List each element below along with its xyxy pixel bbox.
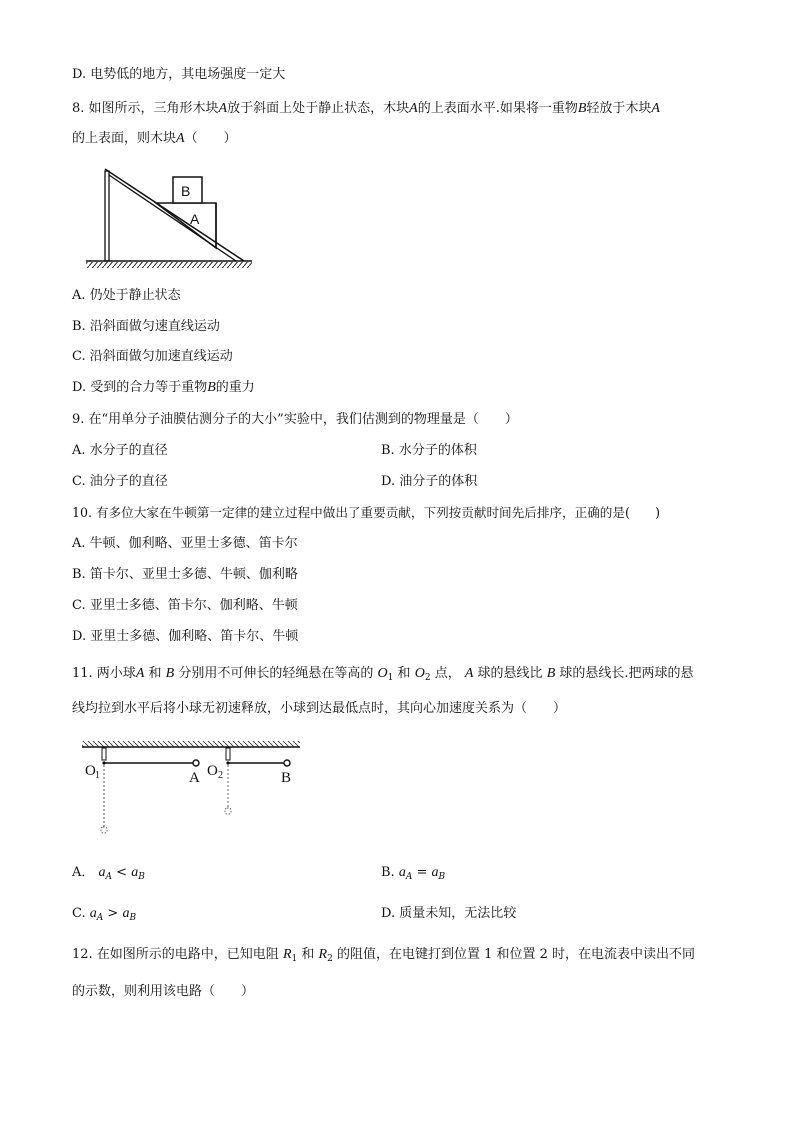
svg-text:A: A (189, 770, 200, 786)
q10-option-a: A. 牛顿、伽利略、亚里士多德、笛卡尔 (72, 536, 298, 551)
q7-option-d: D. 电势低的地方，其电场强度一定大 (72, 67, 286, 82)
q10-stem: 10. 有多位大家在牛顿第一定律的建立过程中做出了重要贡献，下列按贡献时间先后排序，正确的是( ) (72, 505, 660, 520)
q8-option-d: D. 受到的合力等于重物B的重力 (72, 380, 255, 395)
q12-stem-line1: 12. 在如图所示的电路中，已知电阻 $R_1$ 和 $R_2$ 的阻值，在电键打到位置 1 和位置 2 时，在电流表中读出不同 (72, 947, 696, 964)
svg-text:O: O (207, 763, 218, 779)
q9-option-d: D. 油分子的体积 (381, 474, 478, 489)
svg-text:1: 1 (95, 770, 100, 781)
q10-option-c: C. 亚里士多德、笛卡尔、伽利略、牛顿 (72, 598, 298, 613)
q8-option-b: B. 沿斜面做匀速直线运动 (72, 319, 220, 334)
q9-option-a: A. 水分子的直径 (72, 443, 168, 458)
q10-option-b: B. 笛卡尔、亚里士多德、牛顿、伽利略 (72, 567, 298, 582)
q8-stem-line1: 8. 如图所示，三角形木块A放于斜面上处于静止状态，木块A的上表面水平.如果将一重物B轻放于木块A (72, 101, 660, 116)
svg-text:B: B (281, 770, 292, 786)
q9-stem: 9. 在“用单分子油膜估测分子的大小”实验中，我们估测到的物理量是（ ） (72, 412, 518, 427)
q11-stem-line1: 11. 两小球A 和 B 分别用不可伸长的轻绳悬在等高的 $O_1$ 和 $O_2$ 点， A 球的悬线比 B 球的悬线长.把两球的悬 (72, 666, 694, 683)
q9-option-b: B. 水分子的体积 (381, 443, 477, 458)
q8-figure-label-a: A (190, 211, 200, 227)
q8-stem-line2: 的上表面，则木块A（ ） (72, 131, 237, 146)
q11-option-c: C. $a_A > a_B$ (72, 906, 137, 923)
q12-stem-line2: 的示数，则利用该电路（ ） (72, 984, 255, 999)
q8-option-c: C. 沿斜面做匀加速直线运动 (72, 349, 233, 364)
q11-stem-line2: 线均拉到水平后将小球无初速释放，小球到达最低点时，其向心加速度关系为（ ） (72, 701, 567, 716)
svg-text:2: 2 (218, 770, 223, 781)
q11-option-b: B. $a_A = a_B$ (381, 865, 446, 882)
q10-option-d: D. 亚里士多德、伽利略、笛卡尔、牛顿 (72, 629, 299, 644)
q11-option-a: A． $a_A < a_B$ (72, 865, 145, 882)
q8-incline-figure (84, 164, 256, 270)
q8-option-a: A. 仍处于静止状态 (72, 288, 181, 303)
svg-text:O: O (85, 763, 96, 779)
q8-figure-label-b: B (181, 183, 191, 199)
q9-option-c: C. 油分子的直径 (72, 474, 168, 489)
q11-option-d: D. 质量未知，无法比较 (381, 906, 517, 921)
q11-pendulum-figure (80, 738, 306, 838)
